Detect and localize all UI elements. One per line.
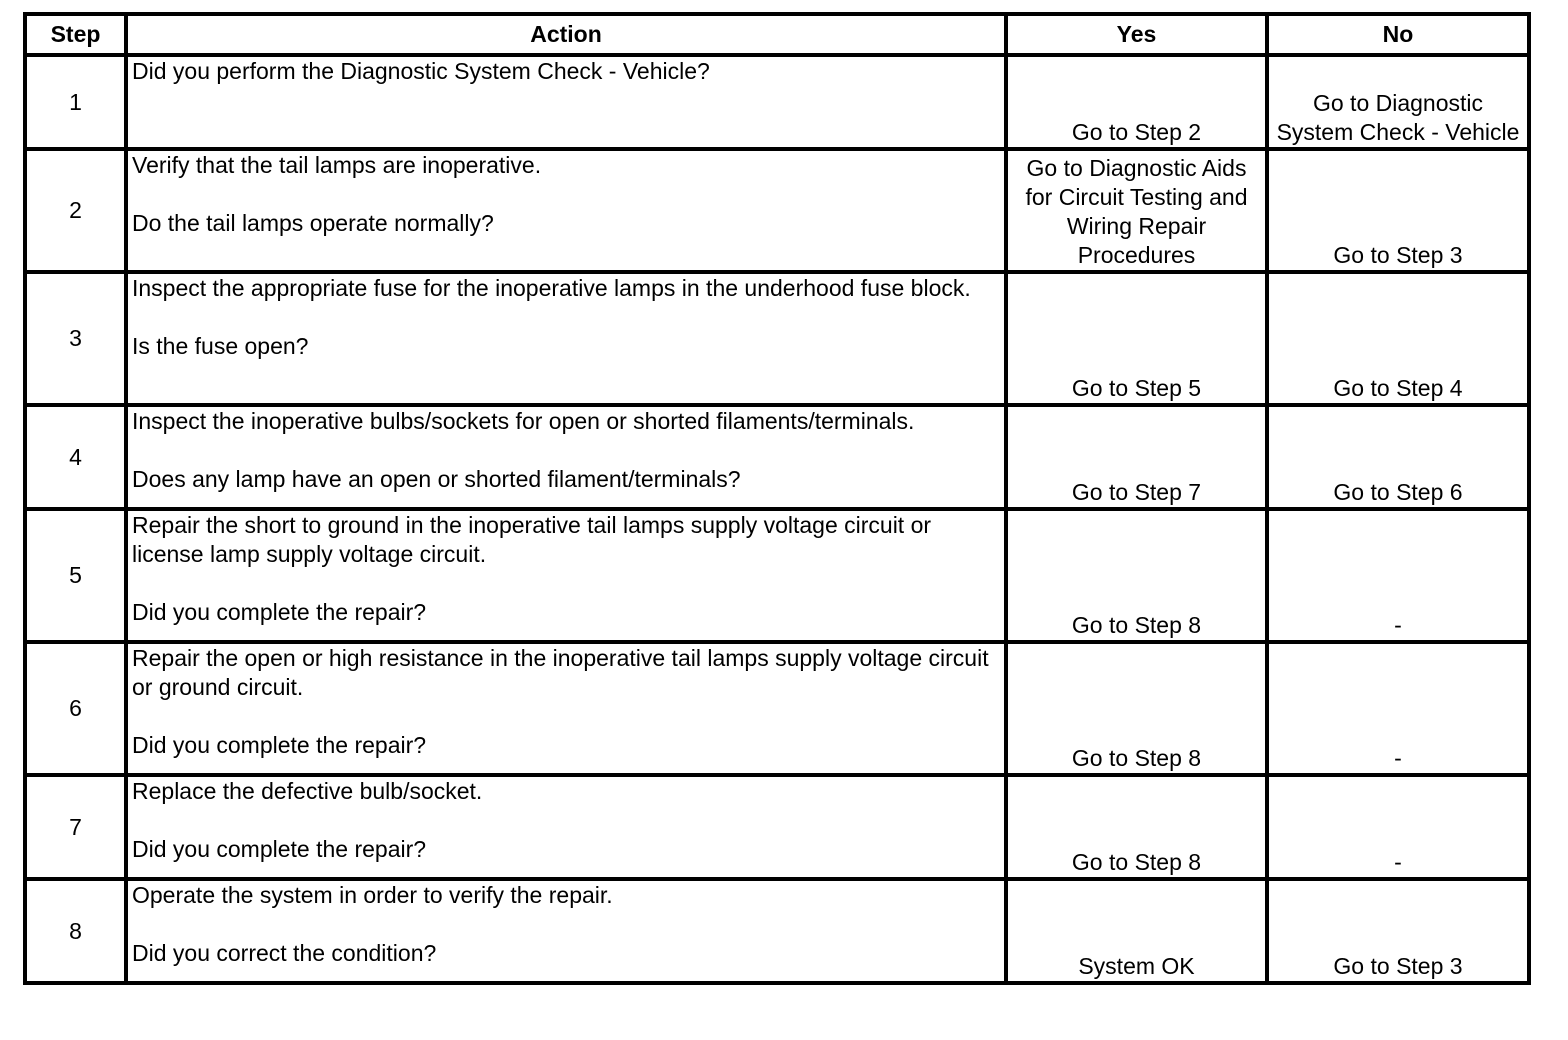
action-text: Inspect the inoperative bulbs/sockets for open or shorted filaments/terminals. [132,408,915,434]
action-question: Do the tail lamps operate normally? [132,210,494,236]
yes-result: Go to Step 8 [1006,509,1267,642]
step-number: 5 [25,509,126,642]
table-row [25,405,1529,509]
header-action: Action [126,14,1006,55]
diagnostic-table [23,12,1531,985]
action-question: Is the fuse open? [132,333,309,359]
step-number: 2 [25,149,126,272]
no-result: Go to Step 6 [1267,405,1529,509]
action-question: Did you correct the condition? [132,940,437,966]
action-cell [126,775,1006,879]
action-question: Did you complete the repair? [132,732,427,758]
no-result: - [1267,642,1529,775]
table-row [25,642,1529,775]
step-number: 1 [25,55,126,149]
action-text: Replace the defective bulb/socket. [132,778,483,804]
table-row [25,272,1529,405]
no-result: - [1267,509,1529,642]
yes-result: Go to Step 8 [1006,775,1267,879]
action-text: Verify that the tail lamps are inoperative. [132,152,542,178]
action-question: Does any lamp have an open or shorted filament/terminals? [132,466,741,492]
table-row [25,879,1529,983]
no-result: Go to Diagnostic System Check - Vehicle [1267,55,1529,149]
action-cell [126,642,1006,775]
header-step: Step [25,14,126,55]
yes-result: Go to Diagnostic Aids for Circuit Testing and Wiring Repair Procedures [1006,149,1267,272]
step-number: 7 [25,775,126,879]
step-number: 8 [25,879,126,983]
no-result: Go to Step 3 [1267,149,1529,272]
action-cell [126,405,1006,509]
table-row [25,775,1529,879]
yes-result: Go to Step 5 [1006,272,1267,405]
table-row [25,55,1529,149]
step-number: 4 [25,405,126,509]
action-question: Did you complete the repair? [132,836,427,862]
yes-result: Go to Step 8 [1006,642,1267,775]
action-cell [126,55,1006,149]
action-cell [126,509,1006,642]
no-result: Go to Step 3 [1267,879,1529,983]
action-text: Repair the open or high resistance in the inoperative tail lamps supply voltage circuit or ground circuit. [132,645,989,700]
action-cell [126,272,1006,405]
step-number: 6 [25,642,126,775]
action-question: Did you complete the repair? [132,599,427,625]
action-cell [126,149,1006,272]
action-cell [126,879,1006,983]
action-text: Did you perform the Diagnostic System Check - Vehicle? [132,58,710,84]
no-result: - [1267,775,1529,879]
action-text: Inspect the appropriate fuse for the inoperative lamps in the underhood fuse block. [132,275,971,301]
yes-result: Go to Step 7 [1006,405,1267,509]
header-yes: Yes [1006,14,1267,55]
yes-result: Go to Step 2 [1006,55,1267,149]
yes-result: System OK [1006,879,1267,983]
step-number: 3 [25,272,126,405]
header-no: No [1267,14,1529,55]
no-result: Go to Step 4 [1267,272,1529,405]
action-text: Repair the short to ground in the inoperative tail lamps supply voltage circuit or license lamp supply voltage circuit. [132,512,932,567]
header-row [25,14,1529,55]
action-text: Operate the system in order to verify the repair. [132,882,613,908]
table-row [25,509,1529,642]
table-row [25,149,1529,272]
